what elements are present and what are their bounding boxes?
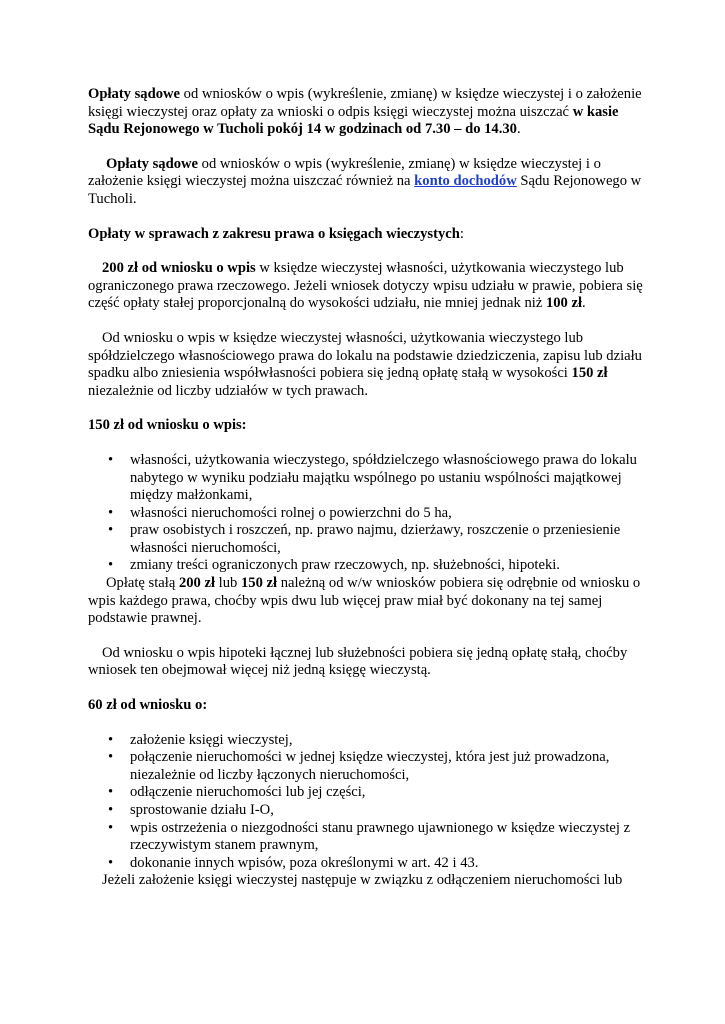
document-body bbox=[88, 86, 648, 890]
bullet-icon: • bbox=[108, 819, 114, 836]
bullet-icon: • bbox=[108, 504, 114, 521]
paragraph-separate-fees bbox=[88, 575, 648, 628]
list-item-text: własności nieruchomości rolnej o powierzchni do 5 ha, bbox=[130, 504, 452, 521]
text: w księdze wieczystej własności, użytkowania wieczystego lub ograniczonego prawa rzeczowego. Jeżeli wniosek dotyczy wpisu udziału w prawie, pobiera się część opłaty stałej proporcjonalną do wysokości udziału, nie mniej jednak niż bbox=[88, 260, 643, 312]
bold-text: Opłaty sądowe bbox=[88, 86, 181, 102]
list-item bbox=[88, 557, 648, 575]
list-150-fee-items bbox=[88, 452, 648, 575]
income-account-link[interactable]: konto dochodów bbox=[414, 173, 517, 190]
list-item bbox=[88, 522, 648, 557]
bullet-icon: • bbox=[108, 451, 114, 468]
list-item bbox=[88, 505, 648, 523]
paragraph-150-inheritance bbox=[88, 330, 648, 400]
list-item bbox=[88, 784, 648, 802]
paragraph-truncated: Jeżeli założenie księgi wieczystej następuje w związku z odłączeniem nieruchomości lub bbox=[102, 872, 623, 889]
bold-text: Opłaty sądowe bbox=[106, 155, 199, 172]
list-item bbox=[88, 452, 648, 505]
text: lub bbox=[215, 575, 241, 592]
section-heading-land-registry-fees bbox=[88, 226, 648, 244]
list-item-text: założenie księgi wieczystej, bbox=[130, 731, 293, 748]
bold-amount: 200 zł bbox=[178, 575, 216, 592]
paragraph-200-fee bbox=[88, 260, 648, 313]
text: . bbox=[582, 295, 586, 312]
text: należną od w/w wniosków pobiera się odrębnie od wniosku o wpis każdego prawa, choćby wpis dwu lub więcej praw miał być dokonany na tej samej podstawie prawnej. bbox=[88, 575, 641, 627]
list-item-text: własności, użytkowania wieczystego, spółdzielczego własnościowego prawa do lokalu nabytego w wyniku podziału majątku wspólnego po ustaniu wspólności majątkowej między małżonkami, bbox=[130, 451, 637, 504]
bullet-icon: • bbox=[108, 784, 114, 801]
list-item bbox=[88, 802, 648, 820]
bold-amount: 100 zł bbox=[545, 295, 583, 312]
bold-text: 200 zł od wniosku o wpis bbox=[102, 260, 256, 277]
list-item-text: praw osobistych i roszczeń, np. prawo najmu, dzierżawy, roszczenie o przeniesienie własności nieruchomości, bbox=[130, 522, 621, 556]
text: Od wniosku o wpis w księdze wieczystej własności, użytkowania wieczystego lub spółdzielczego własnościowego prawa do lokalu na podstawie dziedziczenia, zapisu lub działu spadku albo zniesienia współwłasności pobiera się jedną opłatę stałą w wysokości bbox=[88, 329, 642, 382]
heading-text: Opłaty w sprawach z zakresu prawa o księgach wieczystych bbox=[88, 225, 460, 242]
bullet-icon: • bbox=[108, 557, 114, 574]
cashier-hours-text: w kasie Sądu Rejonowego w Tucholi pokój 14 w godzinach od 7.30 – do 14.30 bbox=[88, 103, 619, 138]
list-item-text: sprostowanie działu I-O, bbox=[130, 802, 274, 818]
section-heading-60-fee: 60 zł od wniosku o: bbox=[88, 697, 208, 714]
bold-amount: 150 zł bbox=[571, 365, 608, 382]
list-item-text: zmiany treści ograniczonych praw rzeczowych, np. służebności, hipoteki. bbox=[130, 557, 560, 574]
list-item-text: odłączenie nieruchomości lub jej części, bbox=[130, 784, 366, 801]
list-item bbox=[88, 732, 648, 750]
paragraph-court-fees-account bbox=[88, 156, 648, 209]
bullet-icon: • bbox=[108, 749, 114, 766]
bullet-icon: • bbox=[108, 854, 114, 871]
list-item bbox=[88, 855, 648, 873]
text: Sądu Rejonowego w Tucholi. bbox=[88, 173, 642, 207]
list-item-text: wpis ostrzeżenia o niezgodności stanu prawnego ujawnionego w księdze wieczystej z rzeczywistym stanem prawnym, bbox=[130, 819, 631, 854]
text: od wniosków o wpis (wykreślenie, zmianę) w księdze wieczystej i o założenie księgi wieczystej oraz opłaty za wnioski o odpis księgi wieczystej można uiszczać bbox=[88, 86, 642, 120]
text: Opłatę stałą bbox=[106, 575, 179, 592]
list-60-fee-items bbox=[88, 732, 648, 873]
list-item bbox=[88, 820, 648, 855]
paragraph-joint-mortgage: Od wniosku o wpis hipoteki łącznej lub służebności pobiera się jedną opłatę stałą, choćby wniosek ten obejmował więcej niż jedną księgę wieczystą. bbox=[88, 644, 628, 679]
text: niezależnie od liczby udziałów w tych prawach. bbox=[88, 382, 368, 399]
section-heading-150-fee: 150 zł od wniosku o wpis: bbox=[88, 417, 247, 434]
bullet-icon: • bbox=[108, 522, 114, 539]
bullet-icon: • bbox=[108, 731, 114, 748]
list-item bbox=[88, 749, 648, 784]
bold-amount: 150 zł bbox=[240, 575, 278, 592]
bullet-icon: • bbox=[108, 802, 114, 818]
paragraph-court-fees-cashier bbox=[88, 86, 648, 139]
list-item-text: dokonanie innych wpisów, poza określonymi w art. 42 i 43. bbox=[130, 854, 479, 871]
text: od wniosków o wpis (wykreślenie, zmianę) w księdze wieczystej i o założenie księgi wieczystej można uiszczać również na bbox=[88, 155, 601, 190]
text: : bbox=[459, 225, 464, 242]
list-item-text: połączenie nieruchomości w jednej księdze wieczystej, która jest już prowadzona, niezależnie od liczby łączonych nieruchomości, bbox=[130, 749, 610, 783]
text: . bbox=[516, 121, 521, 138]
